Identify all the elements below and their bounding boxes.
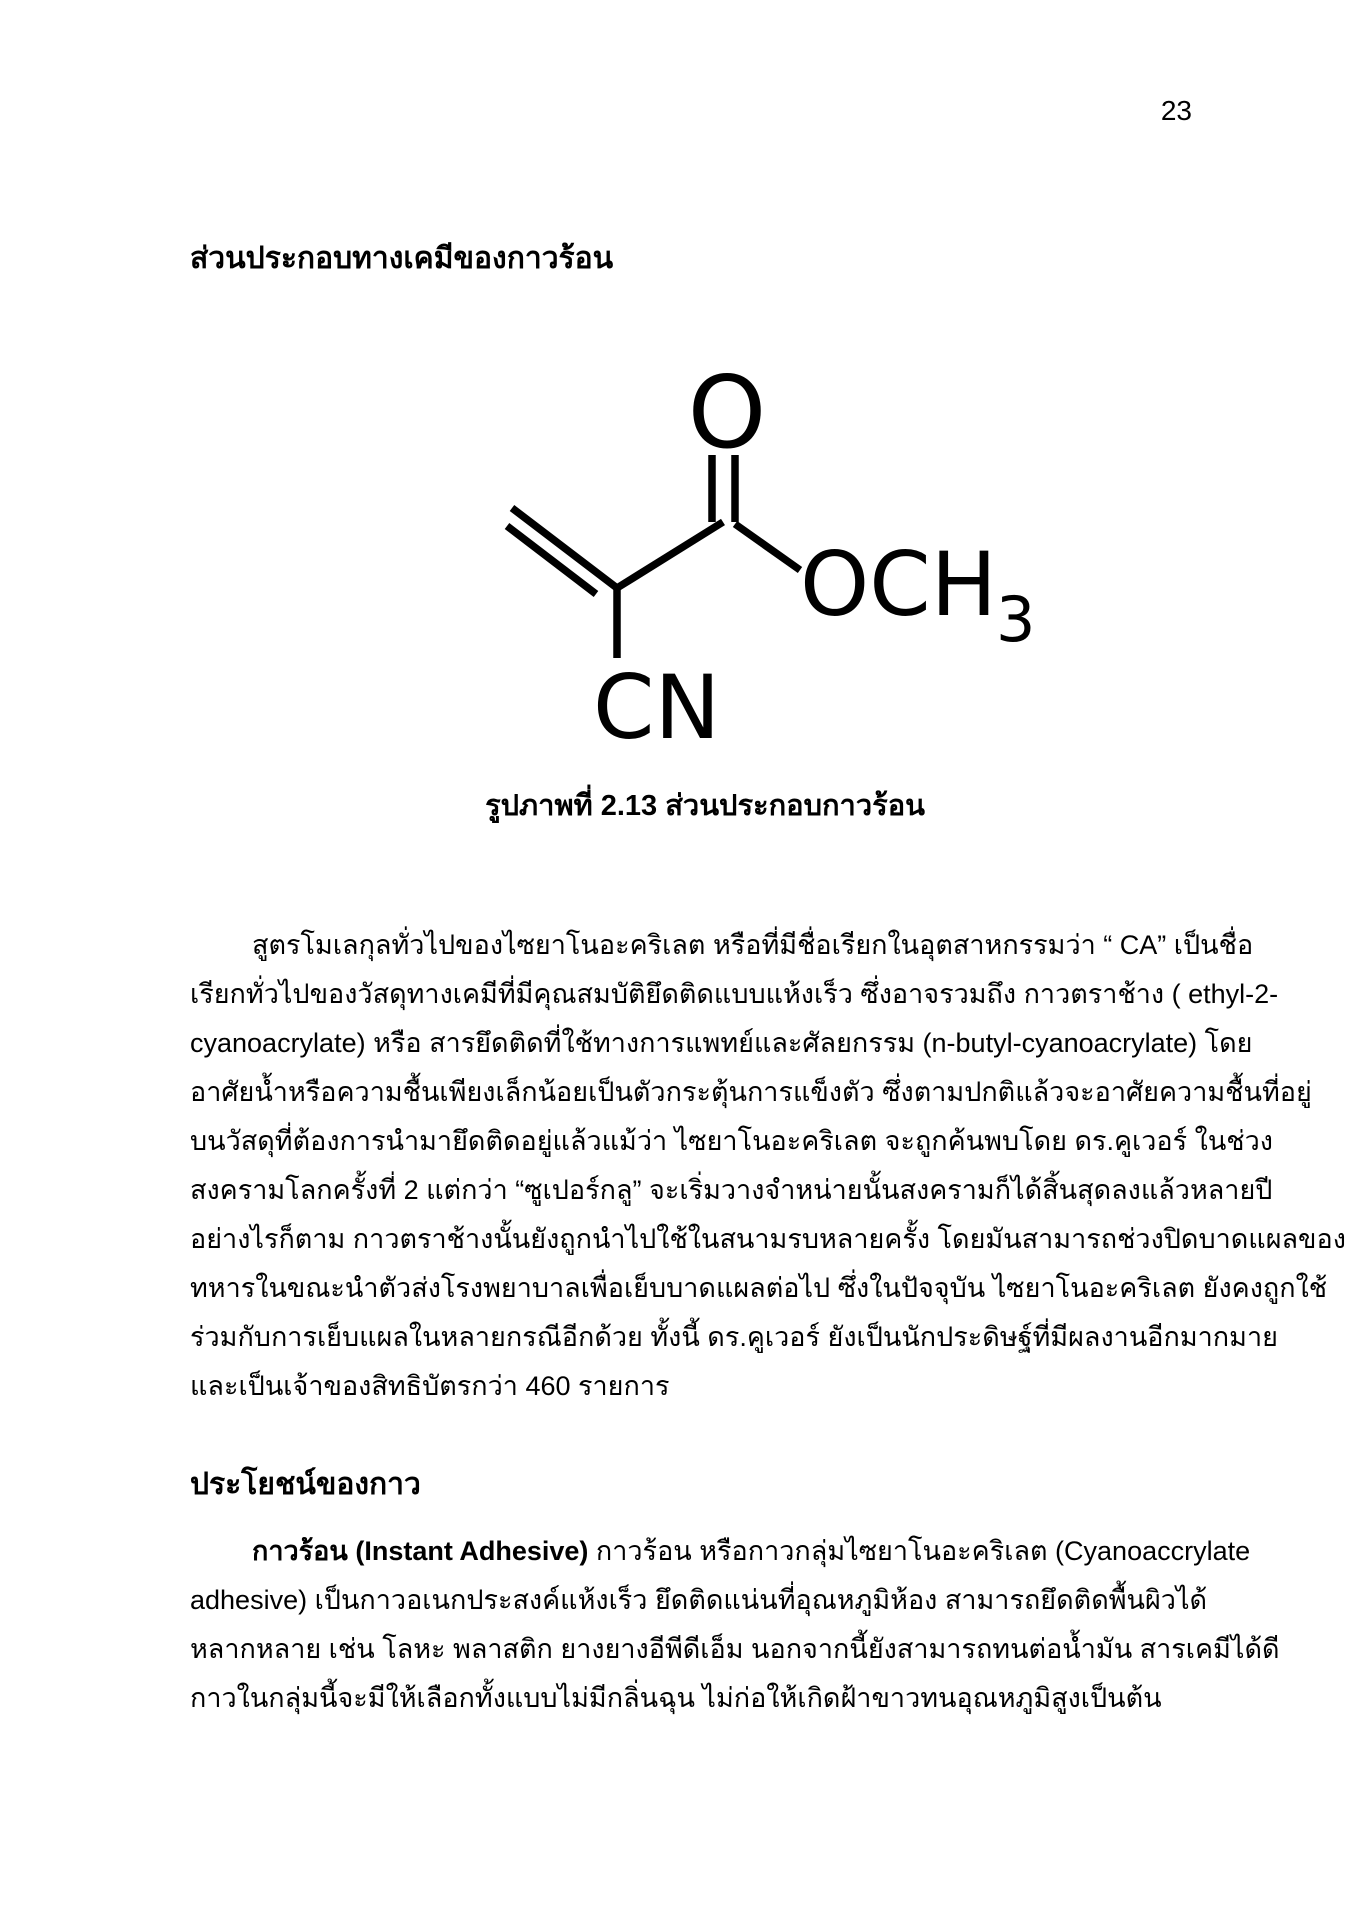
figure-caption: รูปภาพที่ 2.13 ส่วนประกอบกาวร้อน [485,790,925,822]
ester-bond [735,524,800,570]
paragraph-line: เรียกทั่วไปของวัสดุทางเคมีที่มีคุณสมบัติยึดติดแบบแห้งเร็ว ซึ่งอาจรวมถึง กาวตราช้าง ( ethyl-2- [190,979,1279,1009]
paragraph-cyanoacrylate-history [190,921,1346,1411]
carbonyl-oxygen-label: O [687,354,767,471]
instant-adhesive-lead-bold: กาวร้อน (Instant Adhesive) [252,1536,589,1566]
paragraph-line: อย่างไรก็ตาม กาวตราช้างนั้นยังถูกนำไปใช้ในสนามรบหลายครั้ง โดยมันสามารถช่วงปิดบาดแผลของ [190,1224,1346,1254]
paragraph-line: อาศัยน้ำหรือความชื้นเพียงเล็กน้อยเป็นตัวกระตุ้นการแข็งตัว ซึ่งตามปกติแล้วจะอาศัยความชื้นที่อยู่ [190,1077,1312,1107]
vinyl-double-bond-line-1 [512,508,617,588]
molecule-structure-figure [395,345,1075,765]
paragraph-line [190,1527,1251,1576]
paragraph-line: หลากหลาย เช่น โลหะ พลาสติก ยางยางอีพีดีเอ็ม นอกจากนี้ยังสามารถทนต่อน้ำมัน สารเคมีได้ดี [190,1634,1280,1664]
section-heading-chemical-composition: ส่วนประกอบทางเคมีของกาวร้อน [190,242,614,275]
paragraph-line: cyanoacrylate) หรือ สารยึดติดที่ใช้ทางการแพทย์และศัลยกรรม (n-butyl-cyanoacrylate) โดย [190,1028,1253,1058]
paragraph-line: ทหารในขณะนำตัวส่งโรงพยาบาลเพื่อเย็บบาดแผลต่อไป ซึ่งในปัจจุบัน ไซยาโนอะคริเลต ยังคงถูกใช้ [190,1273,1328,1303]
page-number: 23 [1160,95,1192,126]
paragraph-instant-adhesive [190,1527,1280,1723]
paragraph-line: สูตรโมเลกุลทั่วไปของไซยาโนอะคริเลต หรือที่มีชื่อเรียกในอุตสาหกรรมว่า “ CA” เป็นชื่อ [252,930,1254,960]
paragraph-line: และเป็นเจ้าของสิทธิบัตรกว่า 460 รายการ [190,1371,670,1401]
paragraph-line: ร่วมกับการเย็บแผลในหลายกรณีอีกด้วย ทั้งนี้ ดร.คูเวอร์ ยังเป็นนักประดิษฐ์ที่มีผลงานอีกมากมาย [190,1322,1278,1352]
carbonyl-to-central-bond [617,522,723,588]
ester-subscript-label: 3 [996,583,1036,656]
section-heading-glue-benefits: ประโยชน์ของกาว [190,1468,421,1501]
paragraph-line: สงครามโลกครั้งที่ 2 แต่กว่า “ซูเปอร์กลู” จะเริ่มวางจำหน่ายนั้นสงครามก็ได้สิ้นสุดลงแล้วหลายปี [190,1175,1273,1205]
paragraph-line: adhesive) เป็นกาวอเนกประสงค์แห้งเร็ว ยึดติดแน่นที่อุณหภูมิห้อง สามารถยึดติดพื้นผิวได้ [190,1585,1208,1615]
paragraph-line: บนวัสดุที่ต้องการนำมายึดติดอยู่แล้วแม้ว่า ไซยาโนอะคริเลต จะถูกค้นพบโดย ดร.คูเวอร์ ในช่วง [190,1126,1273,1156]
paragraph-line: กาวในกลุ่มนี้จะมีให้เลือกทั้งแบบไม่มีกลิ่นฉุน ไม่ก่อให้เกิดฝ้าขาวทนอุณหภูมิสูงเป็นต้น [190,1683,1162,1713]
instant-adhesive-lead-rest: กาวร้อน หรือกาวกลุ่มไซยาโนอะคริเลต (Cyanoaccrylate [588,1536,1251,1566]
nitrile-label: CN [593,656,721,759]
ester-group-label: OCH [800,533,997,636]
